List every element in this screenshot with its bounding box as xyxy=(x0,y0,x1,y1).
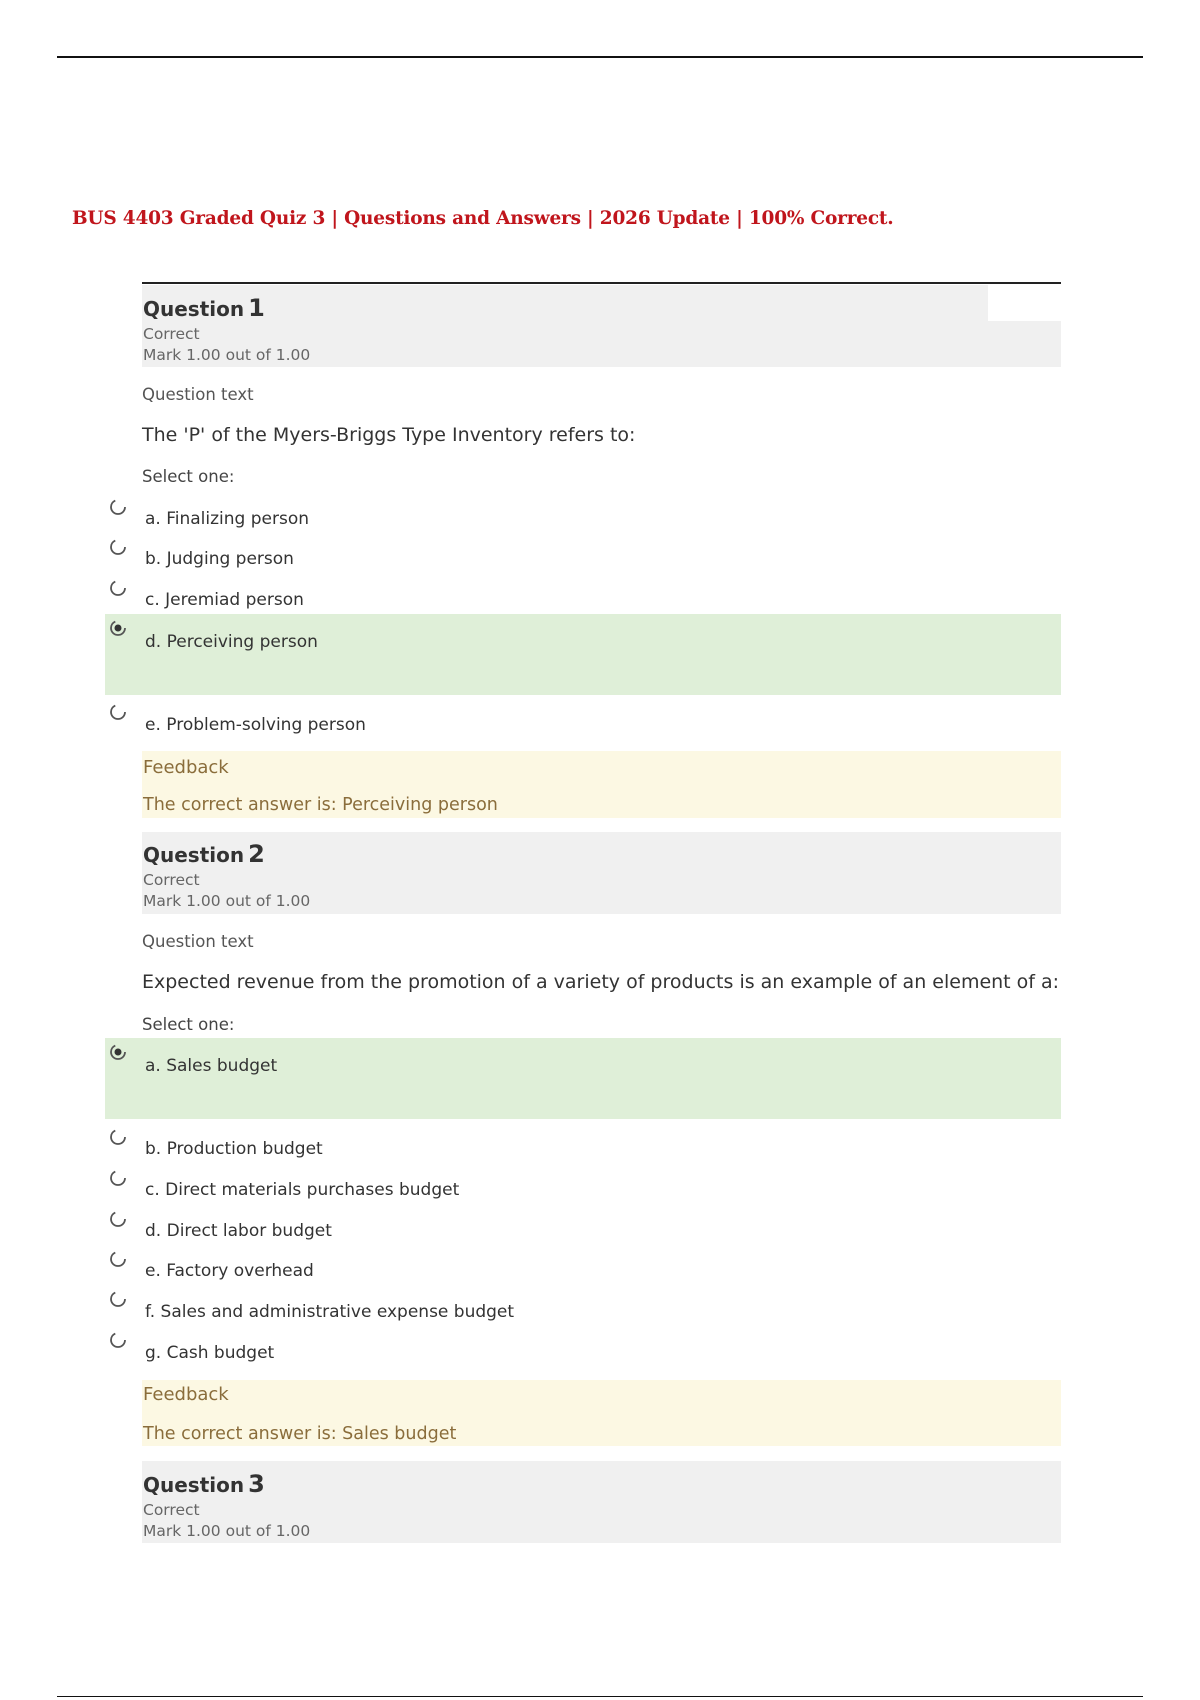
option-label: c. Jeremiad person xyxy=(145,590,304,610)
option-label: e. Problem-solving person xyxy=(145,715,366,735)
question-1-select-label: Select one: xyxy=(142,467,235,486)
option-label: c. Direct materials purchases budget xyxy=(145,1180,460,1200)
radio-selected-icon[interactable] xyxy=(108,1042,128,1062)
question-2-option-f[interactable] xyxy=(105,1287,1061,1323)
feedback-heading: Feedback xyxy=(143,757,229,778)
radio-unselected-icon[interactable] xyxy=(108,702,128,722)
question-2-mark: Mark 1.00 out of 1.00 xyxy=(143,892,311,910)
radio-unselected-icon[interactable] xyxy=(108,537,128,557)
question-2-option-d[interactable] xyxy=(105,1207,1061,1243)
option-label: a. Sales budget xyxy=(145,1056,278,1076)
option-label: e. Factory overhead xyxy=(145,1261,314,1281)
question-3-mark: Mark 1.00 out of 1.00 xyxy=(143,1522,311,1540)
question-2-title: Question 2 xyxy=(143,840,265,868)
question-2-text: Expected revenue from the promotion of a variety of products is an example of an element of a: xyxy=(142,971,1060,993)
bottom-page-rule xyxy=(57,1696,1143,1697)
option-label: g. Cash budget xyxy=(145,1343,275,1363)
document-title: BUS 4403 Graded Quiz 3 | Questions and Answers | 2026 Update | 100% Correct. xyxy=(72,208,894,229)
question-2-select-label: Select one: xyxy=(142,1015,235,1034)
top-page-rule xyxy=(57,56,1143,58)
question-1-option-a[interactable] xyxy=(105,497,1061,533)
feedback-answer: The correct answer is: Perceiving person xyxy=(143,795,498,815)
question-1-option-b[interactable] xyxy=(105,537,1061,573)
question-2-option-c[interactable] xyxy=(105,1166,1061,1202)
question-2-feedback xyxy=(142,1380,1061,1446)
option-label: f. Sales and administrative expense budget xyxy=(145,1302,515,1322)
radio-unselected-icon[interactable] xyxy=(108,1127,128,1147)
radio-unselected-icon[interactable] xyxy=(108,578,128,598)
radio-unselected-icon[interactable] xyxy=(108,1249,128,1269)
option-label: d. Direct labor budget xyxy=(145,1221,332,1241)
option-label: d. Perceiving person xyxy=(145,632,318,652)
feedback-answer: The correct answer is: Sales budget xyxy=(143,1424,457,1444)
section-divider xyxy=(142,282,1061,284)
question-3-title: Question 3 xyxy=(143,1470,265,1498)
feedback-heading: Feedback xyxy=(143,1384,229,1405)
question-1-option-c[interactable] xyxy=(105,578,1061,614)
question-2-state: Correct xyxy=(143,871,200,889)
question-2-option-g[interactable] xyxy=(105,1328,1061,1364)
radio-unselected-icon[interactable] xyxy=(108,1168,128,1188)
option-label: a. Finalizing person xyxy=(145,509,310,529)
question-1-title: Question 1 xyxy=(143,294,265,322)
question-1-header xyxy=(142,285,1061,367)
radio-unselected-icon[interactable] xyxy=(108,1330,128,1350)
radio-selected-icon[interactable] xyxy=(108,618,128,638)
question-2-text-label: Question text xyxy=(142,932,254,951)
question-2-option-e[interactable] xyxy=(105,1247,1061,1283)
question-1-state: Correct xyxy=(143,325,200,343)
question-2-option-b[interactable] xyxy=(105,1125,1061,1161)
radio-unselected-icon[interactable] xyxy=(108,497,128,517)
question-2-option-a[interactable] xyxy=(105,1038,1061,1119)
option-label: b. Judging person xyxy=(145,549,294,569)
question-1-flag-area xyxy=(988,285,1061,321)
question-2-header xyxy=(142,832,1061,914)
question-3-state: Correct xyxy=(143,1501,200,1519)
question-1-text: The 'P' of the Myers-Briggs Type Inventory refers to: xyxy=(142,424,636,446)
radio-unselected-icon[interactable] xyxy=(108,1289,128,1309)
question-3-header xyxy=(142,1461,1061,1543)
question-1-option-e[interactable] xyxy=(105,700,1061,736)
question-1-text-label: Question text xyxy=(142,385,254,404)
radio-unselected-icon[interactable] xyxy=(108,1209,128,1229)
option-label: b. Production budget xyxy=(145,1139,323,1159)
question-1-mark: Mark 1.00 out of 1.00 xyxy=(143,346,311,364)
question-1-option-d[interactable] xyxy=(105,614,1061,695)
question-1-feedback xyxy=(142,751,1061,818)
